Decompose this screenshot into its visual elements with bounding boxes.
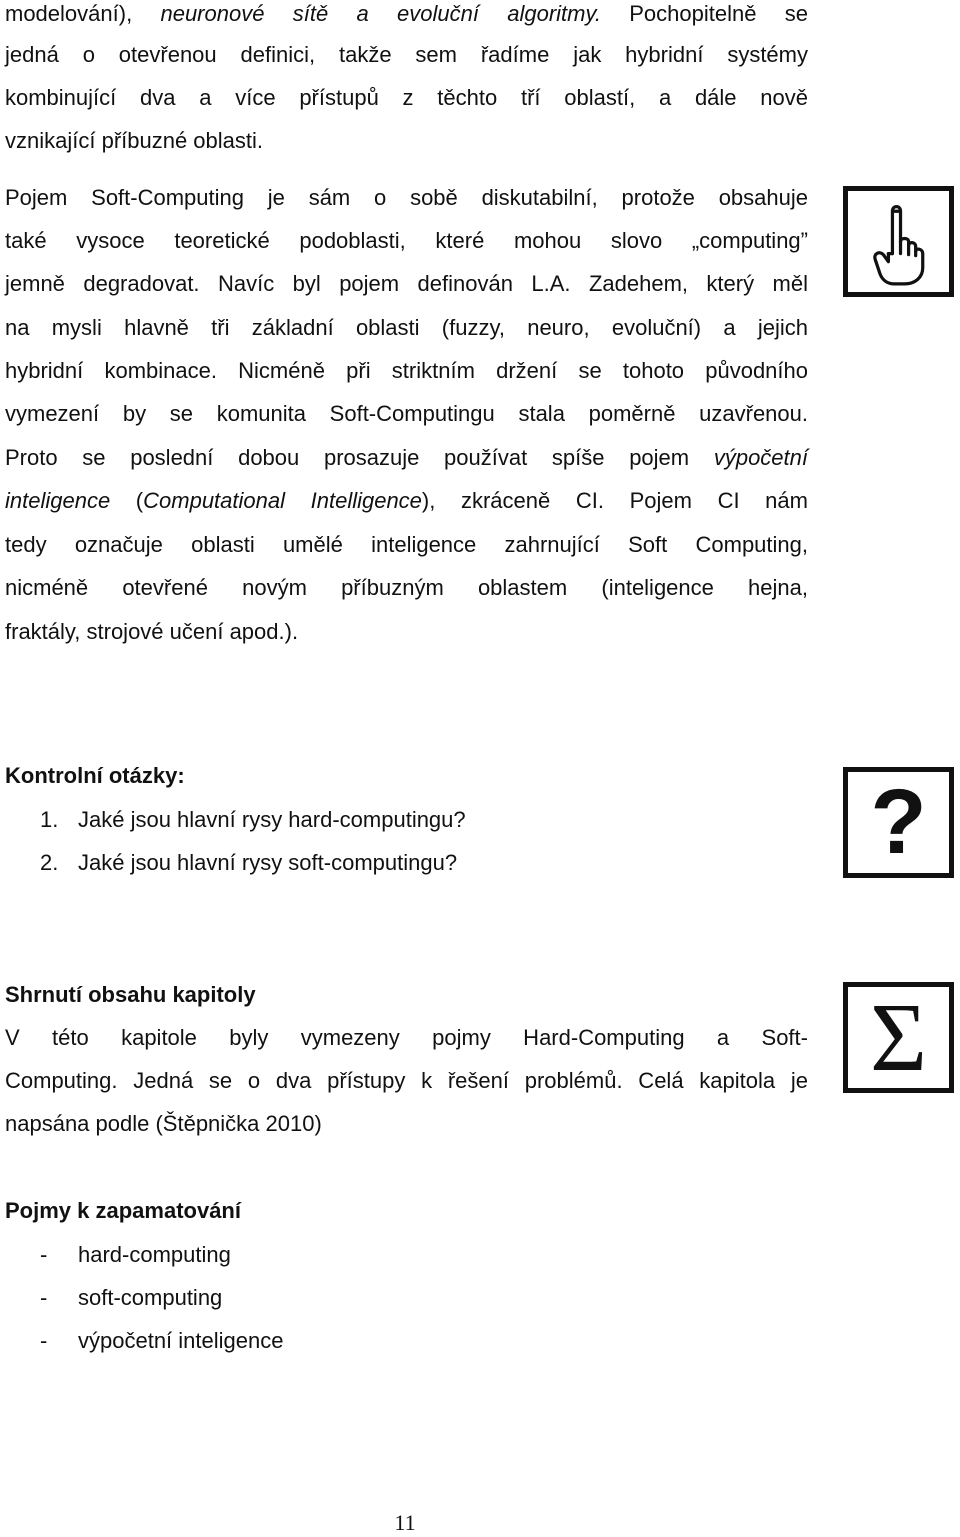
terms-heading: Pojmy k zapamatování <box>5 1198 241 1223</box>
soft-line-2: také vysoce teoretické podoblasti, které mohou slovo „computing” <box>5 228 808 253</box>
term-dash: - <box>40 1328 48 1353</box>
term-item: hard-computing <box>78 1242 231 1267</box>
question-text: Jaké jsou hlavní rysy soft-computingu? <box>78 850 458 875</box>
soft-line-1: Pojem Soft-Computing je sám o sobě diskutabilní, protože obsahuje <box>5 185 808 210</box>
summary-heading: Shrnutí obsahu kapitoly <box>5 982 256 1007</box>
soft-line-8 <box>5 487 808 515</box>
intro-line-4: vznikající příbuzné oblasti. <box>5 128 264 153</box>
page-number: 11 <box>394 1510 416 1535</box>
pointing-hand-icon <box>843 186 954 297</box>
question-mark-glyph: ? <box>870 771 927 873</box>
summary-line-2: Computing. Jedná se o dva přístupy k řešení problémů. Celá kapitola je <box>5 1068 808 1093</box>
question-mark-icon <box>843 767 954 878</box>
question-number: 2. <box>40 850 59 875</box>
soft-text: Proto se poslední dobou prosazuje používat spíše pojem <box>5 445 714 470</box>
soft-line-7 <box>5 444 808 472</box>
questions-heading: Kontrolní otázky: <box>5 763 185 788</box>
question-text: Jaké jsou hlavní rysy hard-computingu? <box>78 807 466 832</box>
intro-text: Pochopitelně se <box>600 1 808 26</box>
summary-line-1: V této kapitole byly vymezeny pojmy Hard-Computing a Soft- <box>5 1025 808 1050</box>
sigma-glyph: Σ <box>869 983 928 1092</box>
summary-line-3: napsána podle (Štěpnička 2010) <box>5 1111 322 1136</box>
soft-italic-text: Computational Intelligence <box>143 488 422 513</box>
question-number: 1. <box>40 807 59 832</box>
soft-line-11: fraktály, strojové učení apod.). <box>5 619 299 644</box>
term-dash: - <box>40 1285 48 1310</box>
intro-line-1 <box>5 0 808 28</box>
soft-text: ( <box>110 488 144 513</box>
intro-italic-text: neuronové sítě a evoluční algoritmy. <box>160 1 601 26</box>
soft-line-3: jemně degradovat. Navíc byl pojem definován L.A. Zadehem, který měl <box>5 271 808 296</box>
intro-line-2: jedná o otevřenou definici, takže sem řadíme jak hybridní systémy <box>5 42 808 67</box>
intro-text: modelování), <box>5 1 161 26</box>
soft-text: ), zkráceně CI. Pojem CI nám <box>421 488 808 513</box>
soft-italic-text: inteligence <box>5 488 111 513</box>
intro-line-3: kombinující dva a více přístupů z těchto tří oblastí, a dále nově <box>5 85 808 110</box>
term-item: soft-computing <box>78 1285 223 1310</box>
pointing-hand-icon-graphic <box>848 191 949 292</box>
soft-line-5: hybridní kombinace. Nicméně při striktním držení se tohoto původního <box>5 358 808 383</box>
soft-line-4: na mysli hlavně tři základní oblasti (fuzzy, neuro, evoluční) a jejich <box>5 315 808 340</box>
soft-line-6: vymezení by se komunita Soft-Computingu stala poměrně uzavřenou. <box>5 401 808 426</box>
soft-line-9: tedy označuje oblasti umělé inteligence zahrnující Soft Computing, <box>5 532 808 557</box>
soft-italic-text: výpočetní <box>713 445 808 470</box>
term-dash: - <box>40 1242 48 1267</box>
term-item: výpočetní inteligence <box>78 1328 284 1353</box>
sigma-icon <box>843 982 954 1093</box>
soft-line-10: nicméně otevřené novým příbuzným oblastem (inteligence hejna, <box>5 575 808 600</box>
